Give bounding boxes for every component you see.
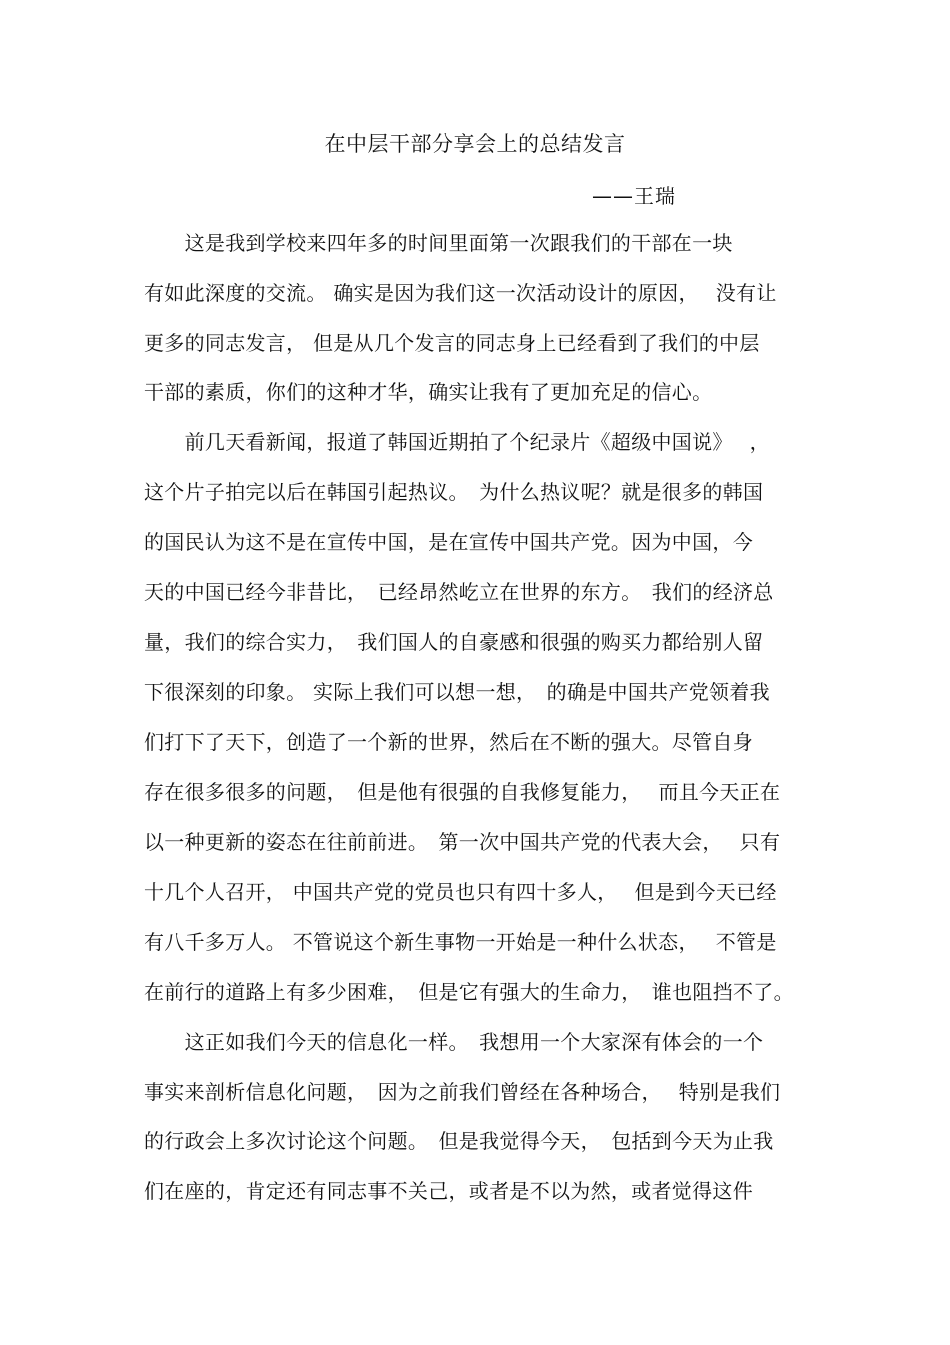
- text-line: 事实来剖析信息化问题， 因为之前我们曾经在各种场合， 特别是我们: [144, 1080, 781, 1104]
- text-line: 天的中国已经今非昔比， 已经昂然屹立在世界的东方。 我们的经济总: [144, 580, 774, 604]
- text-line: 更多的同志发言， 但是从几个发言的同志身上已经看到了我们的中层: [144, 331, 760, 355]
- text-line: 的国民认为这不是在宣传中国，是在宣传中国共产党。因为中国，今: [144, 530, 753, 554]
- text-line: 们在座的，肯定还有同志事不关己，或者是不以为然，或者觉得这件: [144, 1179, 753, 1203]
- text-line: 们打下了天下，创造了一个新的世界，然后在不断的强大。尽管自身: [144, 730, 753, 754]
- text-line: 这正如我们今天的信息化一样。 我想用一个大家深有体会的一个: [144, 1030, 764, 1054]
- text-line: 的行政会上多次讨论这个问题。 但是我觉得今天， 包括到今天为止我: [144, 1129, 774, 1153]
- text-line: 以一种更新的姿态在往前前进。 第一次中国共产党的代表大会， 只有: [144, 830, 781, 854]
- text-line: 这个片子拍完以后在韩国引起热议。 为什么热议呢？就是很多的韩国: [144, 480, 764, 504]
- document-author: ——王瑞: [592, 184, 676, 208]
- text-line: 这是我到学校来四年多的时间里面第一次跟我们的干部在一块: [144, 231, 733, 255]
- text-line: 有八千多万人。 不管说这个新生事物一开始是一种什么状态， 不管是: [144, 930, 777, 954]
- text-line: 干部的素质，你们的这种才华，确实让我有了更加充足的信心。: [144, 380, 713, 404]
- document-title: 在中层干部分享会上的总结发言: [324, 132, 626, 156]
- text-line: 量，我们的综合实力， 我们国人的自豪感和很强的购买力都给别人留: [144, 630, 764, 654]
- text-line: 有如此深度的交流。 确实是因为我们这一次活动设计的原因， 没有让: [144, 281, 777, 305]
- text-line: 十几个人召开， 中国共产党的党员也只有四十多人， 但是到今天已经: [144, 880, 777, 904]
- text-line: 前几天看新闻，报道了韩国近期拍了个纪录片《超级中国说》 ，: [144, 430, 770, 454]
- text-line: 在前行的道路上有多少困难， 但是它有强大的生命力， 谁也阻挡不了。: [144, 980, 794, 1004]
- text-line: 存在很多很多的问题， 但是他有很强的自我修复能力， 而且今天正在: [144, 780, 781, 804]
- text-line: 下很深刻的印象。 实际上我们可以想一想， 的确是中国共产党领着我: [144, 680, 770, 704]
